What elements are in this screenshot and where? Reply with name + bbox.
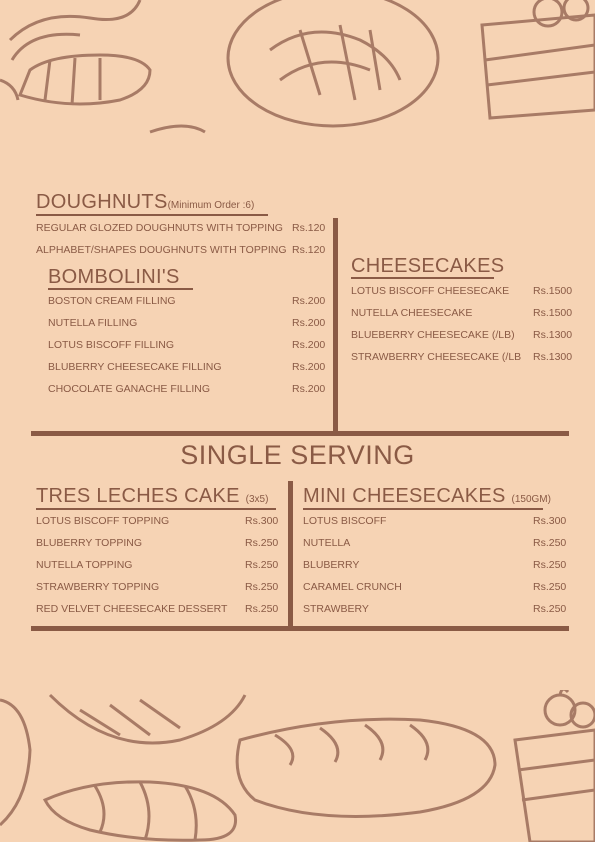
- menu-item-price: Rs.250: [533, 603, 567, 615]
- tres-leches-underline: [36, 508, 276, 510]
- menu-item-price: Rs.1300: [533, 351, 573, 363]
- menu-item-price: Rs.200: [292, 317, 326, 329]
- menu-item-name: REGULAR GLOZED DOUGHNUTS WITH TOPPING: [36, 222, 283, 234]
- doughnuts-title-text: DOUGHNUTS: [36, 191, 168, 213]
- cheesecakes-underline: [351, 277, 494, 279]
- tres-leches-size-note: (3x5): [245, 494, 269, 505]
- menu-item-name: BLUBERRY: [303, 559, 360, 571]
- menu-item-price: Rs.120: [292, 244, 326, 256]
- menu-item-name: RED VELVET CHEESECAKE DESSERT: [36, 603, 228, 615]
- menu-item-price: Rs.300: [245, 515, 279, 527]
- bakery-illustration-bottom: [0, 690, 595, 842]
- single-serving-heading: SINGLE SERVING: [180, 440, 415, 470]
- menu-item-price: Rs.120: [292, 222, 326, 234]
- bombolini-underline: [48, 288, 193, 290]
- menu-item-name: NUTELLA CHEESECAKE: [351, 307, 473, 319]
- horizontal-divider-bottom: [31, 626, 569, 631]
- horizontal-divider-middle: [31, 431, 569, 436]
- menu-item-price: Rs.1500: [533, 307, 573, 319]
- menu-item-name: BLUBERRY TOPPING: [36, 537, 143, 549]
- menu-item-price: Rs.250: [245, 559, 279, 571]
- doughnuts-underline: [36, 214, 268, 216]
- doughnuts-title: [36, 191, 254, 214]
- menu-item-name: CARAMEL CRUNCH: [303, 581, 402, 593]
- menu-item-name: CHOCOLATE GANACHE FILLING: [48, 383, 211, 395]
- menu-item-name: LOTUS BISCOFF CHEESECAKE: [351, 285, 510, 297]
- tres-leches-title-text: TRES LECHES CAKE: [36, 485, 240, 507]
- mini-cheesecakes-title: [303, 485, 551, 508]
- menu-item-price: Rs.200: [292, 295, 326, 307]
- menu-item-price: Rs.1500: [533, 285, 573, 297]
- bakery-illustration-top: [0, 0, 595, 135]
- menu-item-name: LOTUS BISCOFF TOPPING: [36, 515, 170, 527]
- menu-item-price: Rs.250: [533, 559, 567, 571]
- menu-item-name: NUTELLA FILLING: [48, 317, 138, 329]
- cheesecakes-title: CHEESECAKES: [351, 255, 505, 277]
- menu-item-price: Rs.250: [245, 581, 279, 593]
- mini-cheesecakes-weight-note: (150GM): [511, 494, 551, 505]
- menu-item-name: NUTELLA TOPPING: [36, 559, 133, 571]
- menu-item-name: STRAWBERY: [303, 603, 369, 615]
- mini-cheesecakes-underline: [303, 508, 543, 510]
- mini-cheesecakes-title-text: MINI CHEESECAKES: [303, 485, 506, 507]
- tres-leches-title: [36, 485, 268, 508]
- menu-item-price: Rs.200: [292, 383, 326, 395]
- menu-item-price: Rs.250: [533, 537, 567, 549]
- menu-item-name: ALPHABET/SHAPES DOUGHNUTS WITH TOPPING: [36, 244, 287, 256]
- menu-item-price: Rs.200: [292, 361, 326, 373]
- menu-item-name: STRAWBERRY TOPPING: [36, 581, 160, 593]
- menu-item-name: STRAWBERRY CHEESECAKE (/LB: [351, 351, 522, 363]
- menu-item-price: Rs.200: [292, 339, 326, 351]
- menu-item-price: Rs.300: [533, 515, 567, 527]
- menu-item-name: BLUBERRY CHEESECAKE FILLING: [48, 361, 222, 373]
- menu-item-name: BLUEBERRY CHEESECAKE (/LB): [351, 329, 515, 341]
- menu-item-price: Rs.250: [533, 581, 567, 593]
- menu-item-name: BOSTON CREAM FILLING: [48, 295, 176, 307]
- bombolini-title: BOMBOLINI'S: [48, 266, 180, 288]
- menu-item-price: Rs.250: [245, 603, 279, 615]
- vertical-divider-top: [333, 218, 338, 433]
- doughnuts-min-order-note: (Minimum Order :6): [167, 200, 255, 211]
- menu-item-name: LOTUS BISCOFF: [303, 515, 387, 527]
- menu-item-price: Rs.1300: [533, 329, 573, 341]
- menu-item-name: LOTUS BISCOFF FILLING: [48, 339, 175, 351]
- vertical-divider-bottom: [288, 481, 293, 629]
- menu-item-price: Rs.250: [245, 537, 279, 549]
- menu-item-name: NUTELLA: [303, 537, 351, 549]
